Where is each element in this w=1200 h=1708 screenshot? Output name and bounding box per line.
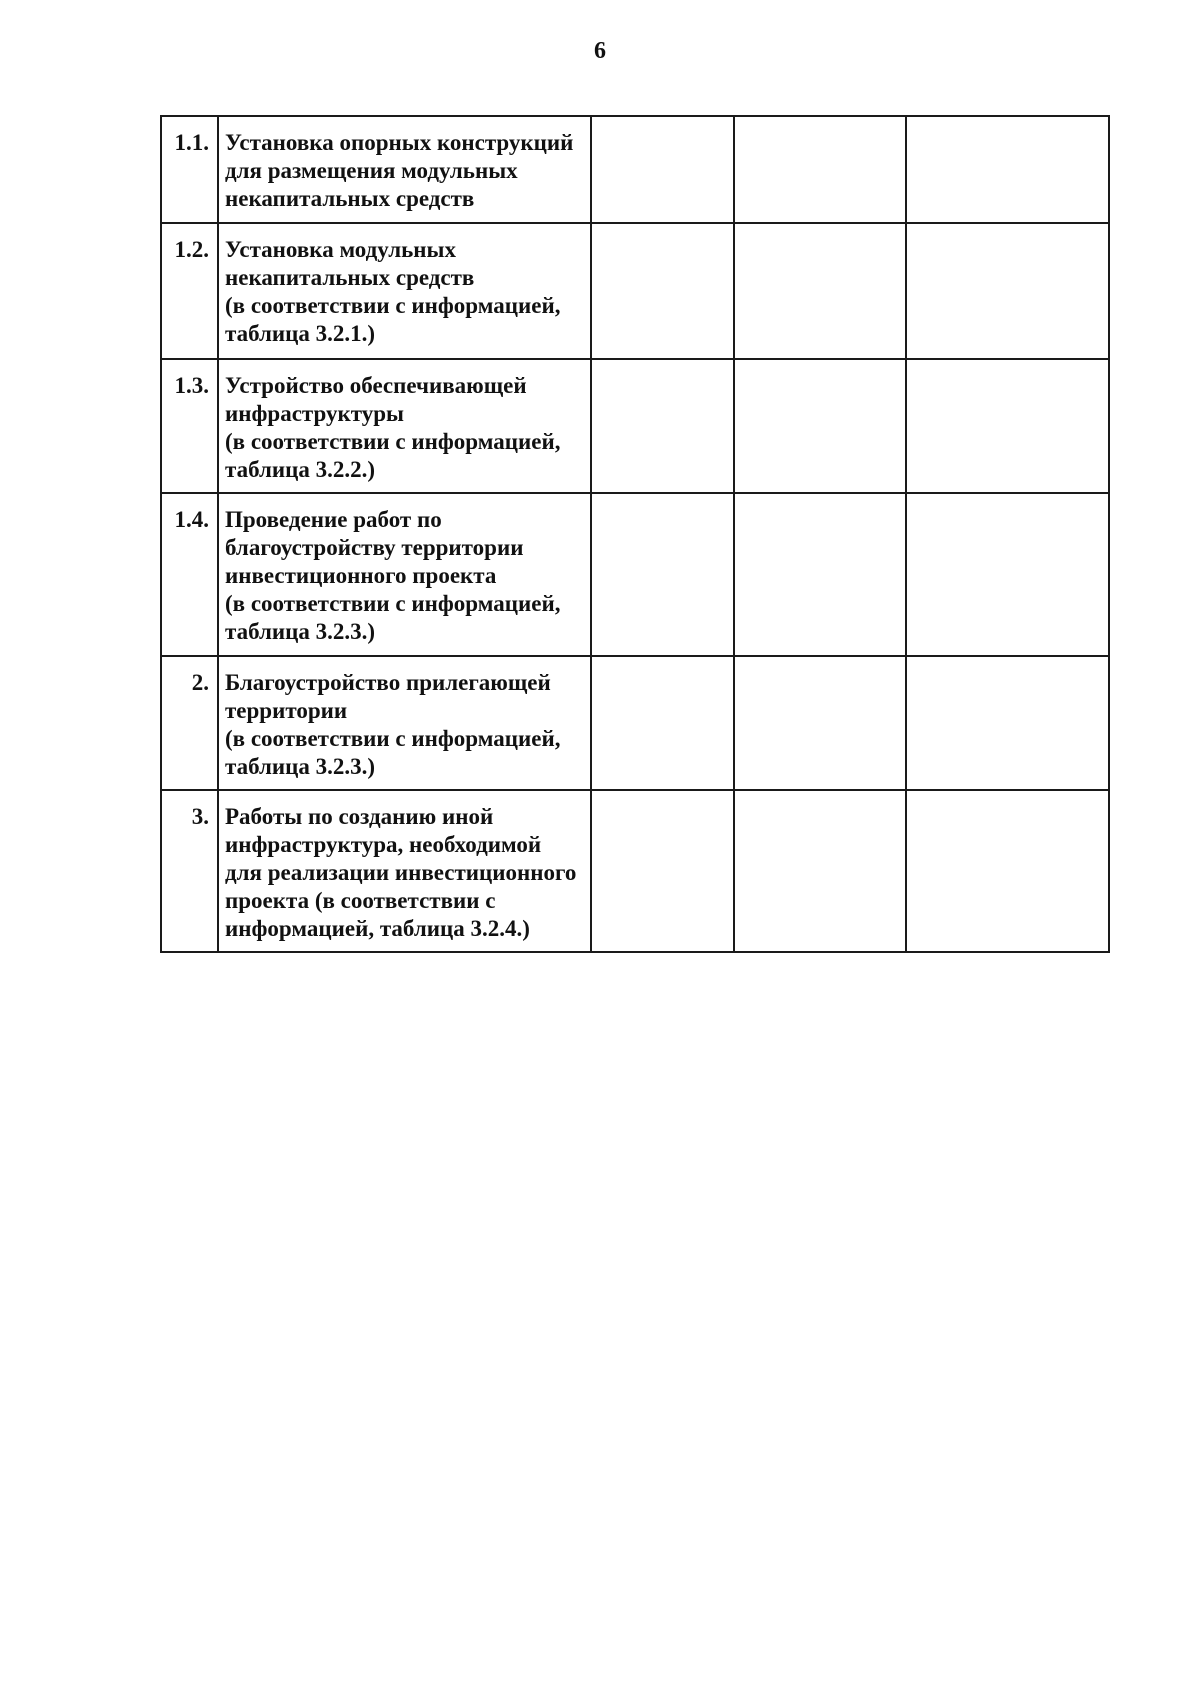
empty-cell xyxy=(591,656,734,790)
page-number: 6 xyxy=(594,38,606,64)
empty-cell xyxy=(591,116,734,223)
description-line: Проведение работ по xyxy=(225,507,442,532)
empty-cell xyxy=(591,790,734,952)
row-description xyxy=(218,790,591,952)
description-line: Установка модульных xyxy=(225,237,456,262)
empty-cell xyxy=(734,116,906,223)
description-line: инвестиционного проекта xyxy=(225,563,497,588)
row-description xyxy=(218,116,591,223)
works-table xyxy=(160,115,1110,953)
table-row xyxy=(161,656,1109,790)
empty-cell xyxy=(906,493,1109,656)
empty-cell xyxy=(906,223,1109,359)
description-line: (в соответствии с информацией, xyxy=(225,293,561,318)
row-description xyxy=(218,223,591,359)
table-row xyxy=(161,493,1109,656)
description-line: инфраструктуры xyxy=(225,401,404,426)
empty-cell xyxy=(734,493,906,656)
empty-cell xyxy=(734,359,906,493)
row-number: 1.2. xyxy=(161,223,218,359)
table-row xyxy=(161,116,1109,223)
description-line: проекта (в соответствии с xyxy=(225,888,496,913)
description-line: Установка опорных конструкций xyxy=(225,130,574,155)
description-line: Благоустройство прилегающей xyxy=(225,670,551,695)
empty-cell xyxy=(591,223,734,359)
empty-cell xyxy=(906,790,1109,952)
description-line: таблица 3.2.3.) xyxy=(225,619,376,644)
description-line: некапитальных средств xyxy=(225,265,475,290)
row-description xyxy=(218,656,591,790)
description-line: таблица 3.2.3.) xyxy=(225,754,376,779)
description-line: таблица 3.2.1.) xyxy=(225,321,376,346)
row-number: 1.3. xyxy=(161,359,218,493)
empty-cell xyxy=(591,359,734,493)
empty-cell xyxy=(591,493,734,656)
description-line: для реализации инвестиционного xyxy=(225,860,577,885)
table-row xyxy=(161,790,1109,952)
empty-cell xyxy=(734,656,906,790)
description-line: инфраструктура, необходимой xyxy=(225,832,542,857)
description-line: Устройство обеспечивающей xyxy=(225,373,527,398)
table-row xyxy=(161,359,1109,493)
description-line: некапитальных средств xyxy=(225,186,475,211)
description-line: благоустройству территории xyxy=(225,535,524,560)
table-row xyxy=(161,223,1109,359)
description-line: таблица 3.2.2.) xyxy=(225,457,376,482)
row-number: 1.1. xyxy=(161,116,218,223)
empty-cell xyxy=(906,359,1109,493)
description-line: (в соответствии с информацией, xyxy=(225,726,561,751)
empty-cell xyxy=(734,223,906,359)
row-number: 1.4. xyxy=(161,493,218,656)
description-line: (в соответствии с информацией, xyxy=(225,429,561,454)
works-table-body xyxy=(161,116,1109,952)
description-line: информацией, таблица 3.2.4.) xyxy=(225,916,530,941)
description-line: территории xyxy=(225,698,348,723)
empty-cell xyxy=(906,116,1109,223)
row-number: 2. xyxy=(161,656,218,790)
description-line: (в соответствии с информацией, xyxy=(225,591,561,616)
row-number: 3. xyxy=(161,790,218,952)
empty-cell xyxy=(734,790,906,952)
row-description xyxy=(218,493,591,656)
row-description xyxy=(218,359,591,493)
description-line: для размещения модульных xyxy=(225,158,518,183)
empty-cell xyxy=(906,656,1109,790)
description-line: Работы по созданию иной xyxy=(225,804,494,829)
